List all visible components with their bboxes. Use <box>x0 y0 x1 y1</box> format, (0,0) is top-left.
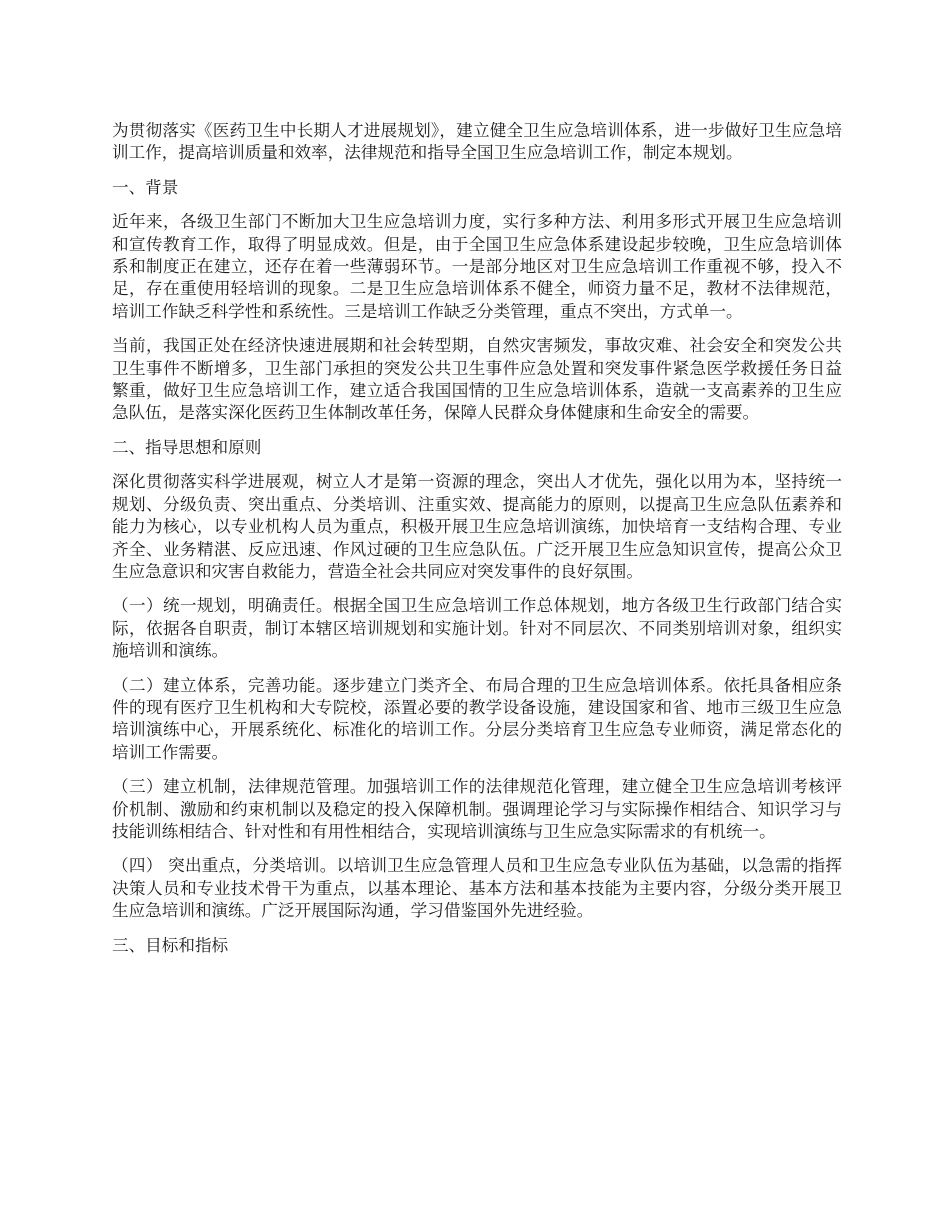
principle-item-3: （三）建立机制，法律规范管理。加强培训工作的法律规范化管理，建立健全卫生应急培训考核评价机制、激励和约束机制以及稳定的投入保障机制。强调理论学习与实际操作相结合、知识学习与技能训练相结合、针对性和有用性相结合，实现培训演练与卫生应急实际需求的有机统一。 <box>112 777 842 841</box>
principles-paragraph: 深化贯彻落实科学进展观，树立人才是第一资源的理念，突出人才优先，强化以用为本，坚持统一规划、分级负责、突出重点、分类培训、注重实效、提高能力的原则，以提高卫生应急队伍素养和能力为核心，以专业机构人员为重点，积极开展卫生应急培训演练，加快培育一支结构合理、专业齐全、业务精湛、反应迅速、作风过硬的卫生应急队伍。广泛开展卫生应急知识宣传，提高公众卫生应急意识和灾害自救能力，营造全社会共同应对突发事件的良好氛围。 <box>112 472 842 581</box>
background-paragraph-2: 当前，我国正处在经济快速进展期和社会转型期，自然灾害频发，事故灾难、社会安全和突发公共卫生事件不断增多，卫生部门承担的突发公共卫生事件应急处置和突发事件紧急医学救援任务日益繁重，做好卫生应急培训工作，建立适合我国国情的卫生应急培训体系，造就一支高素养的卫生应急队伍，是落实深化医药卫生体制改革任务，保障人民群众身体健康和生命安全的需要。 <box>112 336 842 423</box>
section-heading-background: 一、背景 <box>112 177 179 197</box>
principle-item-1: （一）统一规划，明确责任。根据全国卫生应急培训工作总体规划，地方各级卫生行政部门结合实际，依据各自职责，制订本辖区培训规划和实施计划。针对不同层次、不同类别培训对象，组织实施培训和演练。 <box>112 596 842 661</box>
intro-paragraph: 为贯彻落实《医药卫生中长期人才进展规划》，建立健全卫生应急培训体系，进一步做好卫生应急培训工作，提高培训质量和效率，法律规范和指导全国卫生应急培训工作，制定本规划。 <box>112 121 842 163</box>
background-paragraph-1: 近年来，各级卫生部门不断加大卫生应急培训力度，实行多种方法、利用多形式开展卫生应急培训和宣传教育工作，取得了明显成效。但是，由于全国卫生应急体系建设起步较晚，卫生应急培训体系和制度正在建立，还存在着一些薄弱环节。一是部分地区对卫生应急培训工作重视不够，投入不足，存在重使用轻培训的现象。二是卫生应急培训体系不健全，师资力量不足，教材不法律规范，培训工作缺乏科学性和系统性。三是培训工作缺乏分类管理，重点不突出，方式单一。 <box>112 212 842 321</box>
section-heading-principles: 二、指导思想和原则 <box>112 437 262 457</box>
principle-item-4: （四） 突出重点，分类培训。以培训卫生应急管理人员和卫生应急专业队伍为基础，以急需的指挥决策人员和专业技术骨干为重点，以基本理论、基本方法和基本技能为主要内容，分级分类开展卫生应急培训和演练。广泛开展国际沟通，学习借鉴国外先进经验。 <box>112 856 842 921</box>
document-body <box>112 120 842 969</box>
section-heading-goals: 三、目标和指标 <box>112 935 229 955</box>
principle-item-2: （二）建立体系，完善功能。逐步建立门类齐全、布局合理的卫生应急培训体系。依托具备相应条件的现有医疗卫生机构和大专院校，添置必要的教学设备设施，建设国家和省、地市三级卫生应急培训演练中心，开展系统化、标准化的培训工作。分层分类培育卫生应急专业师资，满足常态化的培训工作需要。 <box>112 675 842 762</box>
